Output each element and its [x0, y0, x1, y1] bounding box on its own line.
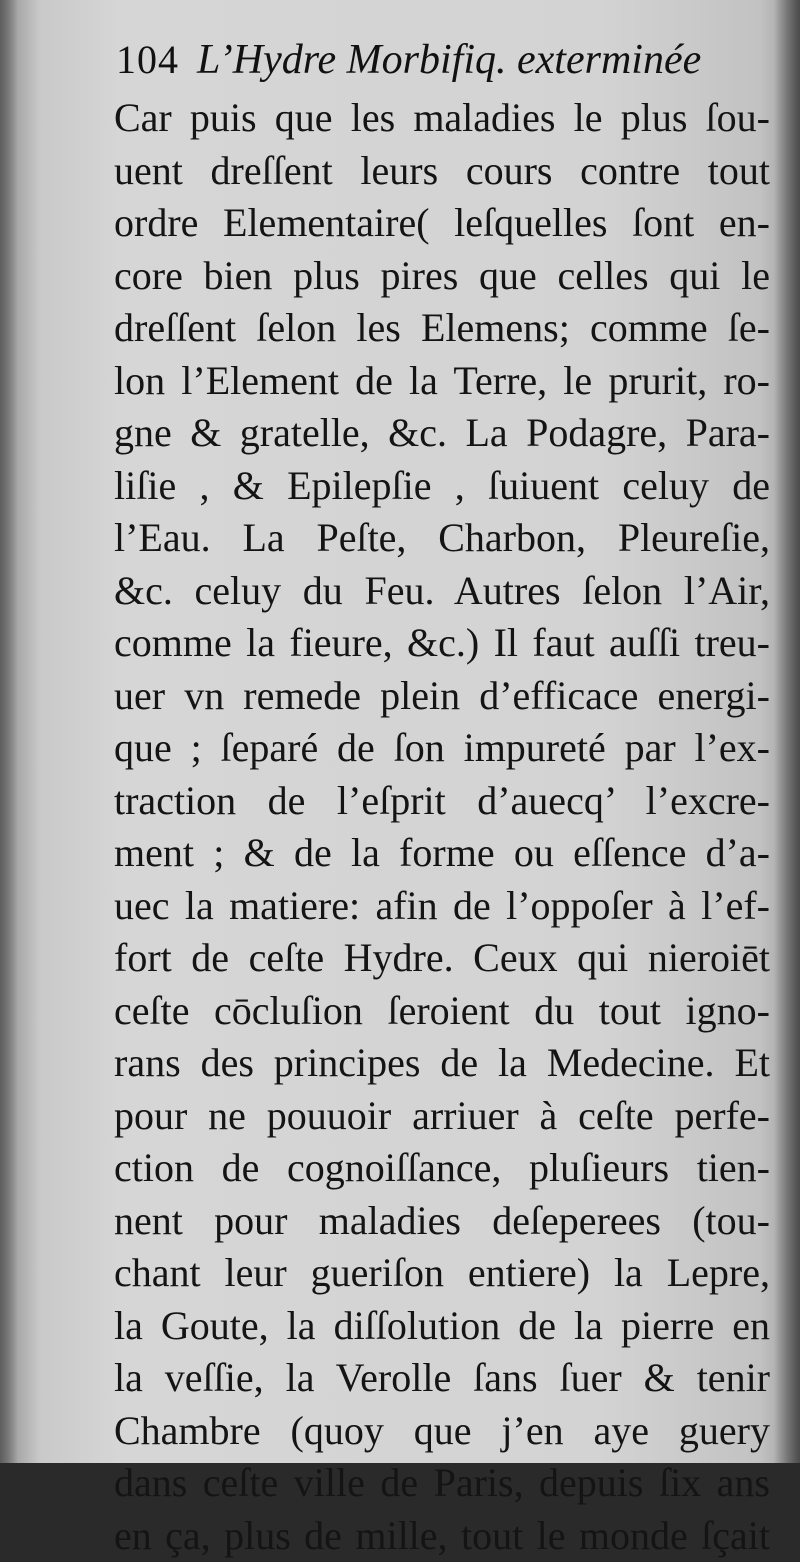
page-header: [116, 36, 766, 92]
text-line: que ; ſeparé de ſon impureté par l’ex-: [114, 722, 770, 775]
text-line: ction de cognoiſſance, pluſieurs tien-: [114, 1142, 770, 1195]
text-line: la Goute, la diſſolution de la pierre en: [114, 1300, 770, 1353]
text-line: fort de ceſte Hydre. Ceux qui nieroiēt: [114, 932, 770, 985]
text-line: nent pour maladies deſeperees (tou-: [114, 1195, 770, 1248]
text-line: uec la matiere: afin de l’oppoſer à l’ef-: [114, 880, 770, 933]
text-line: ment ; & de la forme ou eſſence d’a-: [114, 827, 770, 880]
text-line: pour ne pouuoir arriuer à ceſte perfe-: [114, 1090, 770, 1143]
text-line: ceſte cōcluſion ſeroient du tout igno-: [114, 985, 770, 1038]
text-line: traction de l’eſprit d’auecq’ l’excre-: [114, 775, 770, 828]
text-line: dreſſent ſelon les Elemens; comme ſe-: [114, 302, 770, 355]
text-line: rans des principes de la Medecine. Et: [114, 1037, 770, 1090]
text-line: ordre Elementaire( leſquelles ſont en-: [114, 197, 770, 250]
text-line: uent dreſſent leurs cours contre tout: [114, 145, 770, 198]
page-edge-shadow: [774, 0, 800, 1463]
text-line: Car puis que les maladies le plus ſou-: [114, 92, 770, 145]
running-title: L’Hydre Morbifiq. exterminée: [197, 37, 701, 83]
text-line: liſie , & Epilepſie , ſuiuent celuy de: [114, 460, 770, 513]
text-line: gne & gratelle, &c. La Podagre, Para-: [114, 407, 770, 460]
text-line: dans ceſte ville de Paris, depuis ſix ans: [114, 1457, 770, 1510]
text-line: core bien plus pires que celles qui le: [114, 250, 770, 303]
text-line: chant leur gueriſon entiere) la Lepre,: [114, 1247, 770, 1300]
text-line: la veſſie, la Verolle ſans ſuer & tenir: [114, 1352, 770, 1405]
text-line: lon l’Element de la Terre, le prurit, ro-: [114, 355, 770, 408]
page-number: 104: [116, 37, 179, 82]
body-text: [114, 92, 770, 1562]
text-line: comme la fieure, &c.) Il faut auſſi treu-: [114, 617, 770, 670]
text-line: Chambre (quoy que j’en aye guery: [114, 1405, 770, 1458]
text-line: uer vn remede plein d’efficace energi-: [114, 670, 770, 723]
text-line: en ça, plus de mille, tout le monde ſçait: [114, 1510, 770, 1562]
text-line: l’Eau. La Peſte, Charbon, Pleureſie,: [114, 512, 770, 565]
text-line: &c. celuy du Feu. Autres ſelon l’Air,: [114, 565, 770, 618]
page-gutter-shadow: [0, 0, 18, 1463]
